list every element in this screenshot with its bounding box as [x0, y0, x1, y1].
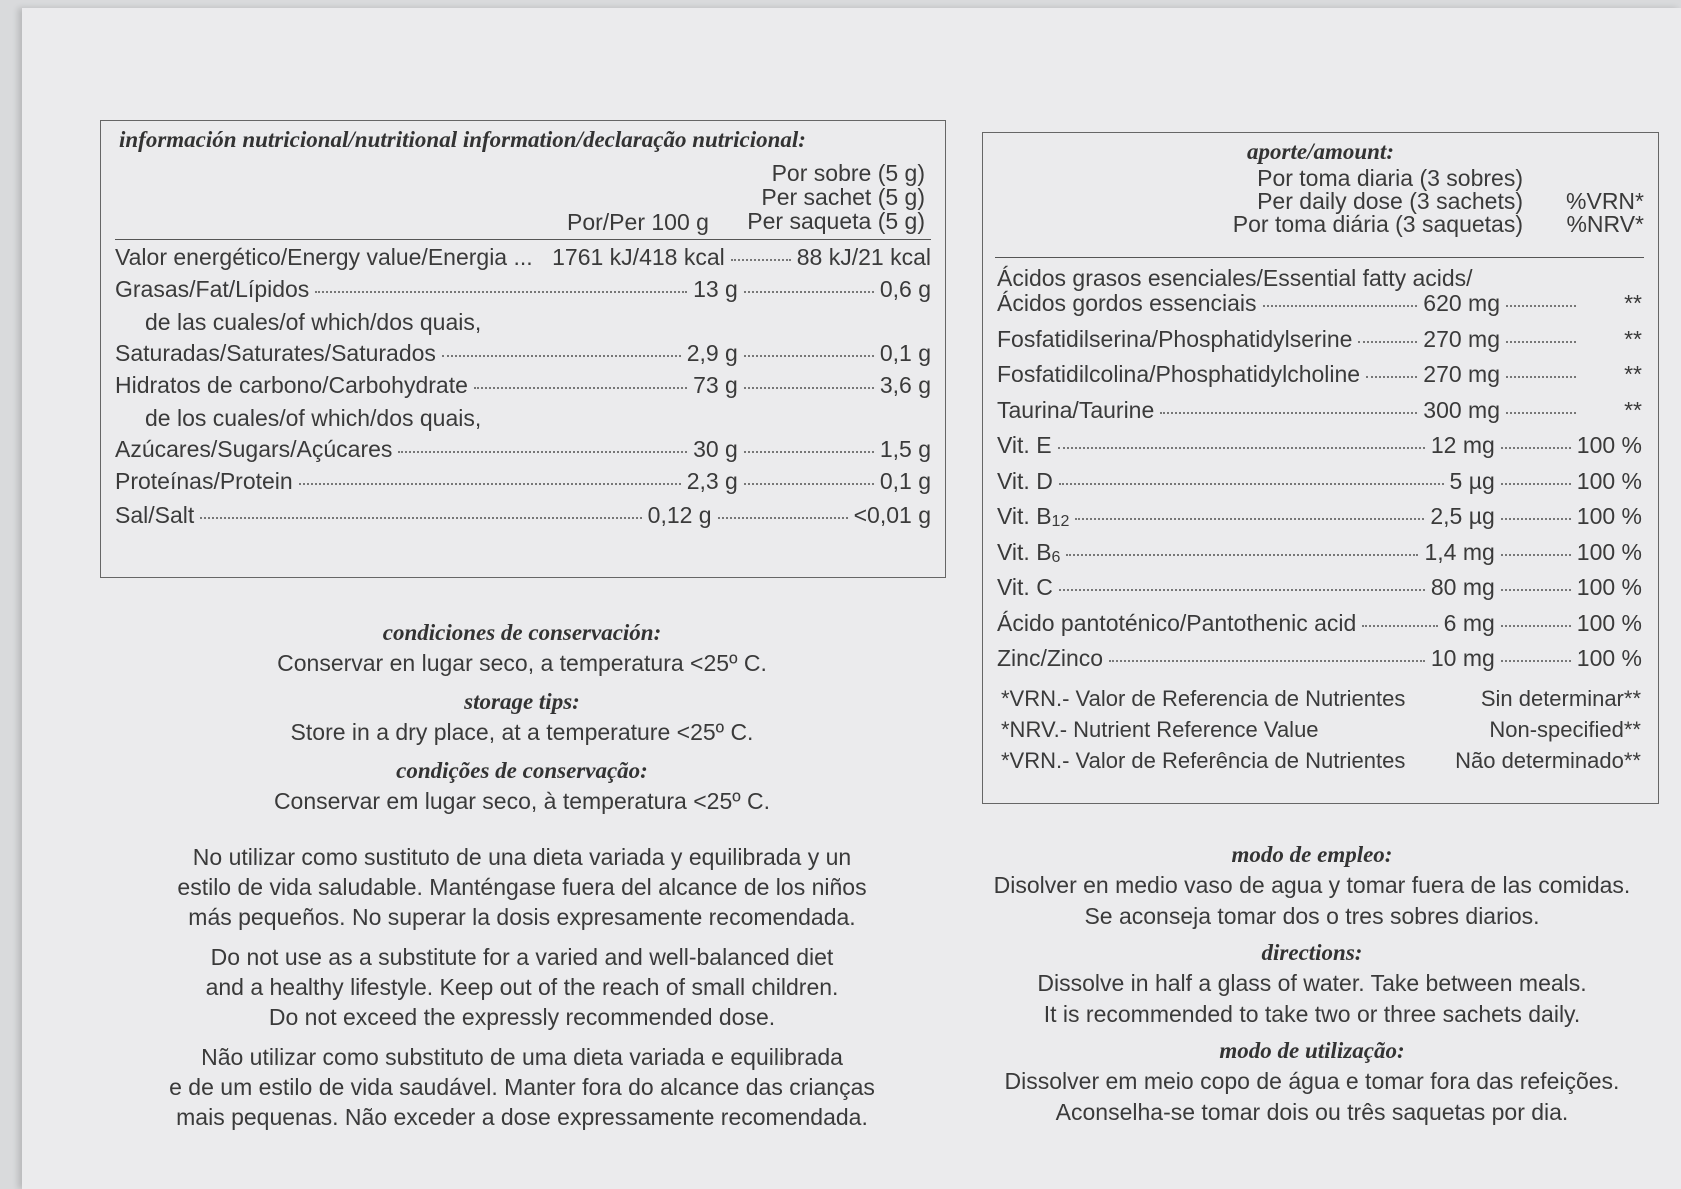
dot-leader [1501, 660, 1571, 662]
directions-title: modo de utilização: [1219, 1038, 1405, 1063]
vrn-percent: 100 % [1576, 467, 1642, 494]
dot-leader [442, 355, 681, 357]
carb-subnote: de los cuales/of which/dos quais, [145, 405, 482, 431]
amount-value: 270 mg [1423, 325, 1500, 352]
dot-leader [731, 259, 791, 261]
warning-line: No utilizar como sustituto de una dieta variada y equilibrada y un [192, 844, 852, 870]
amount-label [997, 396, 1154, 424]
footnote-row [1001, 685, 1641, 713]
dot-leader [1358, 341, 1417, 343]
per-100g-value: 13 g [693, 276, 738, 302]
header-rule [995, 257, 1644, 258]
amount-value: 80 mg [1430, 574, 1495, 600]
header-line: %VRN* [1566, 188, 1644, 214]
footnote-row [1001, 716, 1641, 744]
header-line: Per daily dose (3 sachets) [1257, 188, 1523, 214]
footnote-value: Não determinado** [1455, 748, 1641, 773]
per-100g-value: 1761 kJ/418 kcal [552, 244, 725, 270]
amount-row [997, 573, 1642, 601]
dot-leader [1160, 412, 1417, 414]
warning-line: Não utilizar como substituto de uma dieta variada e equilibrada [201, 1044, 843, 1070]
warning-line: mais pequenas. Não exceder a dose expressamente recomendada. [176, 1104, 868, 1130]
per-sachet-value: 1,5 g [879, 436, 931, 462]
nutrition-row [115, 435, 931, 463]
amount-label [997, 538, 1060, 572]
amount-label-text: Ácido pantoténico/Pantothenic acid [997, 609, 1357, 636]
warning-line: estilo de vida saludable. Manténgase fuera del alcance de los niños [177, 874, 867, 900]
dot-leader [1501, 447, 1571, 449]
amount-value: 6 mg [1443, 609, 1495, 636]
amount-row [997, 609, 1642, 637]
per-100g-value: 2,3 g [686, 468, 738, 494]
dot-leader [1501, 518, 1571, 520]
vrn-percent: 100 % [1576, 538, 1642, 565]
header-line: Por toma diaria (3 sobres) [1257, 165, 1523, 191]
amount-value: 10 mg [1430, 645, 1495, 671]
row-label: Azúcares/Sugars/Açúcares [115, 436, 393, 462]
directions-line: Dissolve in half a glass of water. Take between meals. [1037, 970, 1587, 996]
storage-text: Store in a dry place, at a temperature <25º C. [290, 719, 754, 745]
vrn-percent: 100 % [1576, 503, 1642, 529]
dot-leader [1366, 376, 1417, 378]
amount-row [997, 325, 1642, 353]
amount-title: aporte/amount: [1247, 139, 1394, 164]
amount-row [997, 360, 1642, 388]
amount-value: 620 mg [1423, 290, 1500, 316]
vrn-header [1566, 190, 1644, 236]
dot-leader [1506, 305, 1576, 307]
directions-line: Se aconseja tomar dos o tres sobres diarios. [1084, 903, 1540, 929]
amount-row [997, 502, 1642, 536]
amount-label-text: Vit. B [997, 538, 1052, 565]
row-label: Grasas/Fat/Lípidos [115, 276, 310, 302]
dot-leader [1506, 341, 1576, 343]
dot-leader [1109, 660, 1425, 662]
row-label: Valor energético/Energy value/Energia ... [115, 244, 533, 270]
amount-table [982, 132, 1659, 804]
footnote-row [1001, 747, 1641, 775]
dot-leader [1362, 625, 1437, 627]
row-label: Sal/Salt [115, 502, 195, 528]
per-100g-value: 0,12 g [647, 502, 712, 528]
header-line: %NRV* [1566, 211, 1644, 237]
per-sachet-value: 0,1 g [879, 340, 931, 366]
footnote-value: Non-specified** [1489, 717, 1641, 742]
dot-leader [744, 387, 874, 389]
dot-leader [1506, 376, 1576, 378]
dot-leader [299, 483, 681, 485]
vrn-percent: 100 % [1576, 645, 1642, 671]
vrn-percent: 100 % [1576, 609, 1642, 636]
amount-label-text: Taurina/Taurine [997, 396, 1155, 423]
nutrition-row [115, 339, 931, 367]
per-sachet-value: 0,6 g [879, 276, 931, 302]
dot-leader [1501, 625, 1571, 627]
warning-line: Do not use as a substitute for a varied and well-balanced diet [210, 944, 834, 970]
amount-label [997, 609, 1356, 637]
row-label: Saturadas/Saturates/Saturados [115, 340, 436, 366]
vrn-percent: ** [1624, 325, 1642, 352]
directions-title: modo de empleo: [1231, 842, 1393, 867]
amount-label-text: Vit. C [997, 574, 1053, 600]
amount-value: 300 mg [1423, 396, 1500, 423]
fat-subnote: de las cuales/of which/dos quais, [145, 309, 482, 335]
nutrition-row [115, 467, 931, 495]
amount-label [997, 431, 1052, 459]
storage-text: Conservar em lugar seco, à temperatura <25º C. [273, 788, 771, 814]
package-panel [22, 8, 1681, 1189]
footnote-value: Sin determinar** [1480, 686, 1641, 711]
daily-dose-header [1233, 167, 1523, 236]
amount-label-text: Vit. D [997, 467, 1053, 494]
dot-leader [1058, 447, 1425, 449]
row-label: Hidratos de carbono/Carbohydrate [115, 372, 468, 398]
dot-leader [1263, 305, 1418, 307]
dot-leader [200, 517, 641, 519]
nutrition-table [100, 120, 946, 578]
amount-value: 1,4 mg [1424, 538, 1495, 565]
amount-row [997, 467, 1642, 495]
dot-leader [315, 291, 687, 293]
dot-leader [474, 387, 687, 389]
per-100g-value: 73 g [693, 372, 738, 398]
header-line: Per saqueta (5 g) [747, 208, 925, 234]
directions-line: Aconselha-se tomar dois ou três saquetas por dia. [1055, 1099, 1569, 1125]
nutrition-row [115, 371, 931, 399]
per-sachet-value: 88 kJ/21 kcal [796, 244, 931, 270]
directions-line: Disolver en medio vaso de agua y tomar fuera de las comidas. [993, 872, 1631, 898]
dot-leader [1501, 483, 1571, 485]
footnote-text: *NRV.- Nutrient Reference Value [1001, 717, 1319, 742]
nutrition-row [115, 275, 931, 303]
footnote-text: *VRN.- Valor de Referência de Nutrientes [1001, 748, 1406, 773]
vrn-percent: ** [1624, 396, 1642, 423]
header-line: Por sobre (5 g) [771, 160, 925, 186]
vrn-percent: ** [1624, 290, 1642, 316]
amount-label-text: Ácidos gordos essenciais [997, 290, 1257, 316]
warning-line: e de um estilo de vida saudável. Manter fora do alcance das crianças [169, 1074, 875, 1100]
amount-value: 5 µg [1449, 467, 1495, 494]
row-label: Proteínas/Protein [115, 468, 293, 494]
amount-row [997, 644, 1642, 672]
directions-line: It is recommended to take two or three sachets daily. [1043, 1001, 1581, 1027]
header-line: Per sachet (5 g) [761, 184, 925, 210]
warning-line: Do not exceed the expressly recommended dose. [268, 1004, 776, 1030]
nutrition-row [115, 501, 931, 529]
nutrition-title: información nutricional/nutritional information/declaração nutricional: [119, 127, 806, 152]
per-sachet-value: <0,01 g [853, 502, 931, 528]
warning-line: and a healthy lifestyle. Keep out of the reach of small children. [205, 974, 839, 1000]
amount-label [997, 644, 1103, 672]
amount-label [997, 325, 1352, 353]
amount-row [997, 289, 1642, 317]
amount-label-text: Fosfatidilserina/Phosphatidylserine [997, 325, 1353, 352]
fatty-acids-label: Ácidos grasos esenciales/Essential fatty acids/ [997, 265, 1473, 291]
per-sachet-value: 0,1 g [879, 468, 931, 494]
dot-leader [744, 355, 874, 357]
amount-label [997, 360, 1360, 388]
dot-leader [1506, 412, 1576, 414]
amount-row [997, 396, 1642, 424]
dot-leader [744, 483, 874, 485]
vrn-percent: 100 % [1576, 432, 1642, 458]
amount-label-text: Vit. B [997, 503, 1052, 529]
amount-row [997, 431, 1642, 459]
amount-value: 12 mg [1430, 432, 1495, 458]
amount-label [997, 502, 1069, 536]
amount-value: 2,5 µg [1430, 503, 1495, 529]
per-100g-header: Por/Per 100 g [567, 209, 709, 235]
directions-line: Dissolver em meio copo de água e tomar fora das refeições. [1004, 1068, 1620, 1094]
per-100g-value: 30 g [693, 436, 738, 462]
directions-title: directions: [1261, 940, 1363, 965]
subscript: 6 [1051, 548, 1061, 566]
dot-leader [718, 517, 848, 519]
dot-leader [1501, 554, 1571, 556]
dot-leader [1501, 589, 1571, 591]
amount-row [997, 538, 1642, 572]
nutrition-row [115, 243, 931, 271]
storage-title: condiciones de conservación: [382, 620, 662, 645]
subscript: 12 [1051, 513, 1070, 530]
header-line: Por toma diária (3 saquetas) [1232, 211, 1523, 237]
footnote-text: *VRN.- Valor de Referencia de Nutrientes [1001, 686, 1406, 711]
per-sachet-value: 3,6 g [879, 372, 931, 398]
dot-leader [744, 451, 874, 453]
dot-leader [744, 291, 874, 293]
amount-label-text: Vit. E [997, 432, 1052, 458]
vrn-percent: 100 % [1576, 574, 1642, 600]
amount-value: 270 mg [1423, 361, 1500, 387]
amount-label [997, 573, 1053, 601]
dot-leader [1075, 518, 1424, 520]
amount-label [997, 467, 1053, 495]
per-100g-value: 2,9 g [686, 340, 738, 366]
amount-label [997, 289, 1257, 317]
header-rule [115, 239, 931, 240]
storage-title: storage tips: [464, 689, 580, 714]
storage-text: Conservar en lugar seco, a temperatura <25º C. [277, 650, 767, 676]
dot-leader [398, 451, 687, 453]
dot-leader [1066, 554, 1418, 556]
amount-label-text: Zinc/Zinco [997, 645, 1104, 671]
amount-label-text: Fosfatidilcolina/Phosphatidylcholine [997, 361, 1361, 387]
vrn-percent: ** [1624, 361, 1642, 387]
storage-title: condições de conservação: [396, 758, 648, 783]
per-sachet-header [747, 161, 925, 233]
warning-line: más pequeños. No superar la dosis expresamente recomendada. [188, 904, 856, 930]
dot-leader [1059, 483, 1444, 485]
dot-leader [1059, 589, 1425, 591]
